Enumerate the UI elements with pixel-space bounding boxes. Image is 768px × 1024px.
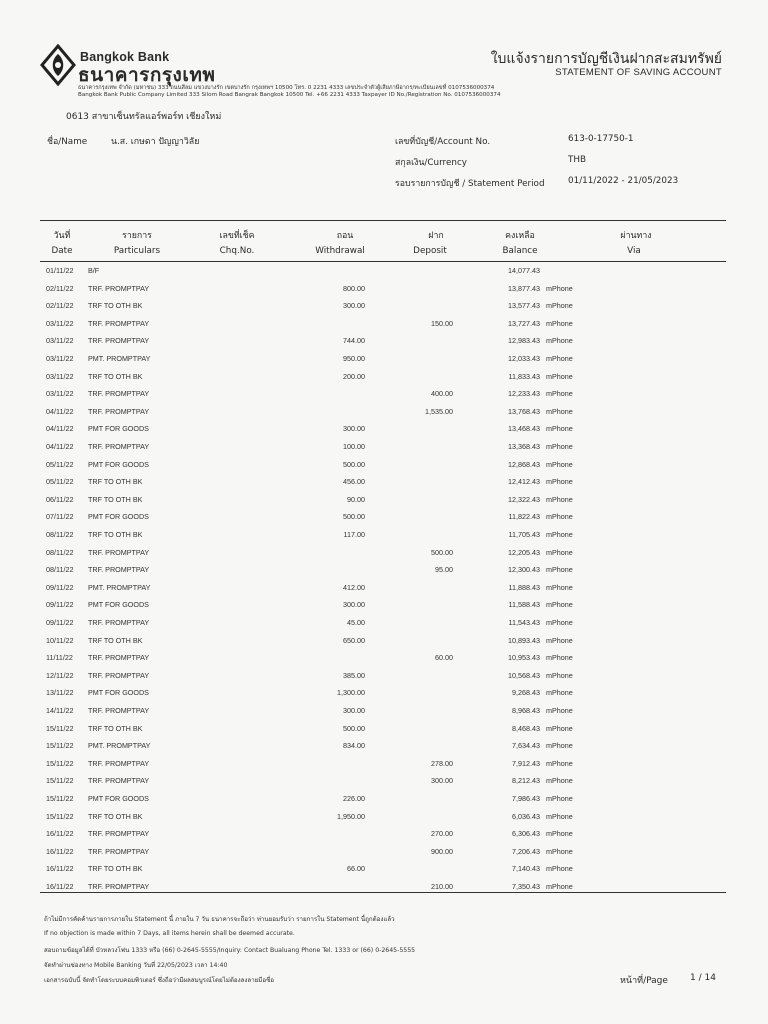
row-deposit: 278.00 — [431, 758, 453, 768]
header-date-th: วันที่ — [53, 231, 71, 241]
row-particulars: TRF. PROMPTPAY — [88, 406, 150, 416]
row-date: 03/11/22 — [46, 354, 74, 363]
footer-objection-en: If no objection is made within 7 Days, all items herein shall be deemed accurate. — [44, 930, 295, 937]
row-withdrawal: 200.00 — [343, 371, 365, 381]
row-date: 03/11/22 — [46, 371, 74, 381]
table-row — [0, 442, 768, 460]
table-row — [0, 336, 768, 354]
row-particulars: TRF. PROMPTPAY — [88, 565, 150, 575]
footer-objection-th: ถ้าไม่มีการคัดค้านรายการภายใน Statement นี้ ภายใน 7 วัน ธนาคารจะถือว่า ท่านยอมรับว่า รายการใน Statement นี้ถูกต้องแล้ว — [44, 916, 395, 923]
table-row — [0, 565, 768, 583]
row-date: 02/11/22 — [46, 283, 74, 293]
table-row — [0, 407, 768, 425]
row-deposit: 60.00 — [435, 653, 453, 663]
row-balance: 11,833.43 — [508, 371, 540, 381]
table-row — [0, 389, 768, 407]
row-date: 15/11/22 — [46, 794, 74, 803]
row-balance: 6,306.43 — [512, 829, 540, 839]
header-chq-en: Chq.No. — [219, 246, 255, 256]
table-row — [0, 653, 768, 671]
account-no-label: เลขที่บัญชี/Account No. — [395, 137, 491, 147]
row-date: 03/11/22 — [46, 336, 74, 346]
row-via: mPhone — [546, 530, 573, 539]
row-via: mPhone — [546, 882, 573, 891]
row-particulars: PMT FOR GOODS — [88, 794, 149, 803]
header-chq-th: เลขที่เช็ค — [219, 231, 255, 241]
table-row — [0, 495, 768, 513]
row-via: mPhone — [546, 371, 573, 381]
row-balance: 12,300.43 — [508, 565, 540, 575]
row-balance: 12,033.43 — [508, 354, 540, 363]
row-withdrawal: 500.00 — [343, 723, 365, 733]
row-deposit: 210.00 — [431, 882, 453, 891]
row-withdrawal: 117.00 — [343, 530, 365, 539]
header-particulars-th: รายการ — [122, 231, 152, 241]
table-row — [0, 776, 768, 794]
table-row — [0, 636, 768, 654]
row-date: 15/11/22 — [46, 811, 74, 821]
row-particulars: TRF TO OTH BK — [88, 723, 143, 733]
table-row — [0, 424, 768, 442]
row-particulars: PMT. PROMPTPAY — [88, 354, 151, 363]
bangkok-bank-logo-icon — [40, 44, 76, 86]
row-via: mPhone — [546, 565, 573, 575]
name-label: ชื่อ/Name — [47, 137, 88, 147]
row-date: 04/11/22 — [46, 406, 74, 416]
row-balance: 11,543.43 — [508, 618, 540, 627]
row-date: 02/11/22 — [46, 301, 74, 311]
row-balance: 10,893.43 — [508, 635, 540, 645]
branch-name: 0613 สาขาเซ็นทรัลแอร์พอร์ท เชียงใหม่ — [66, 112, 222, 122]
table-row — [0, 460, 768, 478]
row-withdrawal: 650.00 — [343, 635, 365, 645]
row-withdrawal: 800.00 — [343, 283, 365, 293]
row-particulars: TRF. PROMPTPAY — [88, 776, 150, 786]
header-via-en: Via — [627, 246, 641, 256]
account-no-value: 613-0-17750-1 — [568, 134, 634, 144]
row-balance: 7,986.43 — [512, 794, 540, 803]
table-row — [0, 530, 768, 548]
row-particulars: TRF. PROMPTPAY — [88, 653, 150, 663]
row-deposit: 1,535.00 — [425, 406, 453, 416]
row-date: 09/11/22 — [46, 618, 74, 627]
table-row — [0, 759, 768, 777]
row-particulars: TRF. PROMPTPAY — [88, 318, 150, 328]
table-row — [0, 864, 768, 882]
row-balance: 11,822.43 — [508, 512, 540, 522]
row-balance: 13,468.43 — [508, 424, 540, 434]
row-balance: 13,577.43 — [508, 301, 540, 311]
row-particulars: TRF. PROMPTPAY — [88, 336, 150, 346]
row-particulars: TRF TO OTH BK — [88, 494, 143, 504]
row-particulars: TRF. PROMPTPAY — [88, 882, 150, 891]
row-via: mPhone — [546, 406, 573, 416]
row-particulars: TRF TO OTH BK — [88, 477, 143, 487]
row-withdrawal: 385.00 — [343, 670, 365, 680]
table-row — [0, 812, 768, 830]
row-date: 05/11/22 — [46, 459, 74, 469]
row-balance: 13,877.43 — [508, 283, 540, 293]
row-balance: 10,568.43 — [508, 670, 540, 680]
row-date: 01/11/22 — [46, 266, 74, 275]
row-via: mPhone — [546, 336, 573, 346]
row-deposit: 900.00 — [431, 846, 453, 856]
row-particulars: PMT FOR GOODS — [88, 600, 149, 610]
row-via: mPhone — [546, 512, 573, 522]
header-balance-en: Balance — [502, 246, 538, 256]
row-deposit: 300.00 — [431, 776, 453, 786]
row-particulars: TRF TO OTH BK — [88, 301, 143, 311]
row-via: mPhone — [546, 389, 573, 399]
row-date: 04/11/22 — [46, 424, 74, 434]
row-particulars: TRF. PROMPTPAY — [88, 758, 150, 768]
row-date: 16/11/22 — [46, 829, 74, 839]
bank-address-th: ธนาคารกรุงเทพ จำกัด (มหาชน) 333 ถนนสีลม แขวงบางรัก เขตบางรัก กรุงเทพฯ 10500 โทร. 0 2231 4333 เลขประจำตัวผู้เสียภาษีอากร/ทะเบียนเลขที่ 0107536000374 — [78, 85, 495, 91]
row-via: mPhone — [546, 776, 573, 786]
row-date: 05/11/22 — [46, 477, 74, 487]
row-date: 16/11/22 — [46, 882, 74, 891]
row-particulars: TRF. PROMPTPAY — [88, 846, 150, 856]
row-via: mPhone — [546, 600, 573, 610]
row-deposit: 270.00 — [431, 829, 453, 839]
row-balance: 12,205.43 — [508, 547, 540, 557]
row-date: 04/11/22 — [46, 442, 74, 451]
row-date: 10/11/22 — [46, 635, 74, 645]
row-withdrawal: 45.00 — [347, 618, 365, 627]
header-date-en: Date — [51, 246, 73, 256]
row-particulars: TRF. PROMPTPAY — [88, 829, 150, 839]
period-label: รอบรายการบัญชี / Statement Period — [395, 179, 545, 189]
row-via: mPhone — [546, 794, 573, 803]
table-row — [0, 618, 768, 636]
row-particulars: TRF. PROMPTPAY — [88, 442, 150, 451]
row-date: 15/11/22 — [46, 723, 74, 733]
row-particulars: PMT FOR GOODS — [88, 688, 149, 698]
row-balance: 7,912.43 — [512, 758, 540, 768]
row-via: mPhone — [546, 459, 573, 469]
statement-title-en: STATEMENT OF SAVING ACCOUNT — [555, 67, 722, 78]
row-balance: 8,468.43 — [512, 723, 540, 733]
row-withdrawal: 500.00 — [343, 512, 365, 522]
row-particulars: TRF TO OTH BK — [88, 530, 143, 539]
period-value: 01/11/2022 - 21/05/2023 — [568, 176, 679, 186]
table-row — [0, 671, 768, 689]
row-date: 08/11/22 — [46, 530, 74, 539]
row-deposit: 400.00 — [431, 389, 453, 399]
footer-computer-generated: เอกสารฉบับนี้ จัดทำโดยระบบคอมพิวเตอร์ ซึ่งถือว่ามีผลสมบูรณ์โดยไม่ต้องลงลายมือชื่อ — [44, 977, 275, 984]
row-balance: 7,206.43 — [512, 846, 540, 856]
row-via: mPhone — [546, 688, 573, 698]
row-date: 03/11/22 — [46, 389, 74, 399]
row-via: mPhone — [546, 301, 573, 311]
row-particulars: PMT. PROMPTPAY — [88, 741, 151, 751]
header-withdrawal-th: ถอน — [336, 231, 354, 241]
row-balance: 9,268.43 — [512, 688, 540, 698]
row-balance: 11,888.43 — [508, 582, 540, 592]
row-date: 14/11/22 — [46, 706, 74, 715]
row-via: mPhone — [546, 547, 573, 557]
row-via: mPhone — [546, 811, 573, 821]
row-balance: 14,077.43 — [508, 266, 540, 275]
row-particulars: PMT FOR GOODS — [88, 424, 149, 434]
row-balance: 12,868.43 — [508, 459, 540, 469]
row-via: mPhone — [546, 846, 573, 856]
row-date: 09/11/22 — [46, 582, 74, 592]
table-row — [0, 847, 768, 865]
row-balance: 7,634.43 — [512, 741, 540, 751]
table-row — [0, 548, 768, 566]
row-date: 15/11/22 — [46, 758, 74, 768]
row-withdrawal: 1,950.00 — [337, 811, 365, 821]
row-withdrawal: 412.00 — [343, 582, 365, 592]
table-bottom-rule — [40, 892, 726, 893]
row-withdrawal: 300.00 — [343, 424, 365, 434]
row-balance: 13,768.43 — [508, 406, 540, 416]
row-date: 06/11/22 — [46, 494, 74, 504]
row-date: 12/11/22 — [46, 670, 74, 680]
footer-inquiry: สอบถามข้อมูลได้ที่ บัวหลวงโฟน 1333 หรือ (66) 0-2645-5555/Inquiry: Contact Bualuang Phone Tel. 1333 or (66) 0-2645-5555 — [44, 947, 416, 954]
currency-label: สกุลเงิน/Currency — [395, 158, 467, 168]
table-row — [0, 882, 768, 900]
row-date: 11/11/22 — [46, 653, 73, 663]
row-withdrawal: 300.00 — [343, 706, 365, 715]
row-withdrawal: 90.00 — [347, 494, 365, 504]
name-value: น.ส. เกษดา ปัญญาวิลัย — [111, 137, 200, 147]
row-particulars: PMT. PROMPTPAY — [88, 582, 151, 592]
row-balance: 12,233.43 — [508, 389, 540, 399]
row-via: mPhone — [546, 618, 573, 627]
row-date: 13/11/22 — [46, 688, 74, 698]
row-deposit: 95.00 — [435, 565, 453, 575]
currency-value: THB — [568, 155, 587, 165]
row-balance: 13,727.43 — [508, 318, 540, 328]
row-particulars: TRF. PROMPTPAY — [88, 670, 150, 680]
row-deposit: 150.00 — [431, 318, 453, 328]
row-particulars: TRF TO OTH BK — [88, 864, 143, 874]
row-via: mPhone — [546, 442, 573, 451]
table-row — [0, 477, 768, 495]
row-withdrawal: 500.00 — [343, 459, 365, 469]
row-date: 15/11/22 — [46, 741, 74, 751]
header-particulars-en: Particulars — [113, 246, 161, 256]
table-row — [0, 600, 768, 618]
statement-title-th: ใบแจ้งรายการบัญชีเงินฝากสะสมทรัพย์ — [490, 51, 722, 67]
row-via: mPhone — [546, 424, 573, 434]
row-via: mPhone — [546, 829, 573, 839]
row-via: mPhone — [546, 283, 573, 293]
row-balance: 8,212.43 — [512, 776, 540, 786]
row-withdrawal: 1,300.00 — [337, 688, 365, 698]
row-via: mPhone — [546, 723, 573, 733]
row-date: 16/11/22 — [46, 864, 74, 874]
row-balance: 7,140.43 — [512, 864, 540, 874]
row-via: mPhone — [546, 635, 573, 645]
row-particulars: B/F — [88, 266, 100, 275]
table-row — [0, 284, 768, 302]
table-header-rule — [40, 261, 726, 262]
row-particulars: TRF. PROMPTPAY — [88, 618, 150, 627]
row-via: mPhone — [546, 494, 573, 504]
row-particulars: TRF TO OTH BK — [88, 811, 143, 821]
row-balance: 11,588.43 — [508, 600, 540, 610]
footer-generated-via: จัดทำผ่านช่องทาง Mobile Banking วันที่ 22/05/2023 เวลา 14:40 — [44, 962, 228, 969]
table-row — [0, 266, 768, 284]
row-withdrawal: 66.00 — [347, 864, 365, 874]
page-number: 1 / 14 — [690, 973, 716, 983]
page-label: หน้าที่/Page — [620, 976, 668, 986]
table-row — [0, 794, 768, 812]
row-via: mPhone — [546, 354, 573, 363]
table-row — [0, 354, 768, 372]
header-deposit-en: Deposit — [413, 246, 447, 256]
table-row — [0, 706, 768, 724]
header-balance-th: คงเหลือ — [505, 231, 535, 241]
row-balance: 13,368.43 — [508, 442, 540, 451]
row-via: mPhone — [546, 318, 573, 328]
row-particulars: PMT FOR GOODS — [88, 512, 149, 522]
bank-address-en: Bangkok Bank Public Company Limited 333 Silom Road Bangrak Bangkok 10500 Tel. +66 2231 4333 Taxpayer ID No./Registration No. 0107536000374 — [78, 91, 501, 98]
row-balance: 12,322.43 — [508, 494, 540, 504]
row-date: 08/11/22 — [46, 547, 74, 557]
row-date: 15/11/22 — [46, 776, 74, 786]
row-balance: 8,968.43 — [512, 706, 540, 715]
row-particulars: TRF. PROMPTPAY — [88, 389, 150, 399]
table-row — [0, 319, 768, 337]
row-withdrawal: 950.00 — [343, 354, 365, 363]
row-date: 09/11/22 — [46, 600, 74, 610]
table-row — [0, 583, 768, 601]
row-balance: 12,983.43 — [508, 336, 540, 346]
row-balance: 6,036.43 — [512, 811, 540, 821]
row-particulars: PMT FOR GOODS — [88, 459, 149, 469]
row-balance: 7,350.43 — [512, 882, 540, 891]
row-via: mPhone — [546, 864, 573, 874]
row-via: mPhone — [546, 741, 573, 751]
table-row — [0, 741, 768, 759]
table-row — [0, 688, 768, 706]
row-via: mPhone — [546, 670, 573, 680]
row-withdrawal: 456.00 — [343, 477, 365, 487]
table-top-rule — [40, 220, 726, 221]
row-via: mPhone — [546, 477, 573, 487]
row-particulars: TRF. PROMPTPAY — [88, 283, 150, 293]
table-row — [0, 724, 768, 742]
row-withdrawal: 744.00 — [343, 336, 365, 346]
row-particulars: TRF TO OTH BK — [88, 635, 143, 645]
row-date: 16/11/22 — [46, 846, 74, 856]
row-particulars: TRF. PROMPTPAY — [88, 706, 150, 715]
row-date: 07/11/22 — [46, 512, 74, 522]
row-deposit: 500.00 — [431, 547, 453, 557]
row-date: 08/11/22 — [46, 565, 74, 575]
header-deposit-th: ฝาก — [428, 231, 444, 241]
row-via: mPhone — [546, 582, 573, 592]
row-withdrawal: 300.00 — [343, 301, 365, 311]
row-particulars: TRF. PROMPTPAY — [88, 547, 150, 557]
row-withdrawal: 226.00 — [343, 794, 365, 803]
row-withdrawal: 300.00 — [343, 600, 365, 610]
row-balance: 10,953.43 — [508, 653, 540, 663]
row-via: mPhone — [546, 758, 573, 768]
row-withdrawal: 100.00 — [343, 442, 365, 451]
row-particulars: TRF TO OTH BK — [88, 371, 143, 381]
bank-name-en: Bangkok Bank — [80, 50, 170, 64]
bank-name-th: ธนาคารกรุงเทพ — [78, 64, 216, 86]
table-row — [0, 512, 768, 530]
table-row — [0, 829, 768, 847]
row-withdrawal: 834.00 — [343, 741, 365, 751]
row-via: mPhone — [546, 653, 573, 663]
table-row — [0, 372, 768, 390]
header-withdrawal-en: Withdrawal — [315, 246, 365, 256]
row-date: 03/11/22 — [46, 318, 74, 328]
row-balance: 12,412.43 — [508, 477, 540, 487]
row-balance: 11,705.43 — [508, 530, 540, 539]
row-via: mPhone — [546, 706, 573, 715]
header-via-th: ผ่านทาง — [620, 231, 652, 241]
table-row — [0, 301, 768, 319]
